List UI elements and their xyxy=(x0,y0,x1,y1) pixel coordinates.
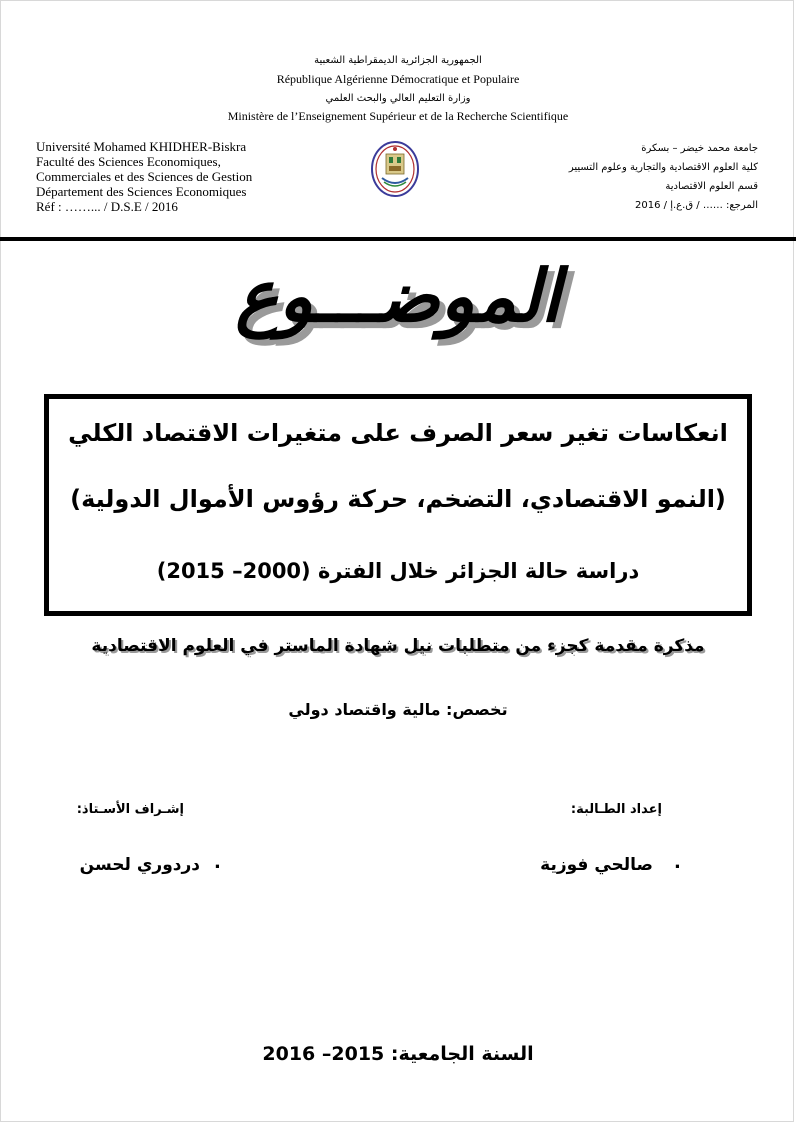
supervisor-label: إشـراف الأسـتاذ: xyxy=(76,802,184,817)
university-logo-icon xyxy=(370,140,420,198)
academic-year: السنة الجامعية: 2015– 2016 xyxy=(262,1043,534,1065)
supervisor-name: دردوري لحسن xyxy=(79,855,200,875)
department-fr: Département des Sciences Economiques xyxy=(36,184,247,199)
department-ar: قسم العلوم الاقتصادية xyxy=(665,181,758,192)
university-fr: Université Mohamed KHIDHER-Biskra xyxy=(36,139,247,154)
header-divider xyxy=(0,237,796,241)
header-ar-republic: الجمهورية الجزائرية الديمقراطية الشعبية xyxy=(314,55,482,66)
submission-statement: مذكرة مقدمة كجزء من متطلبات نيل شهادة الماستر في العلوم الاقتصادية xyxy=(91,636,705,656)
main-title: الموضـــوع xyxy=(235,254,561,338)
institution-ar-block xyxy=(569,139,758,215)
supervisor-bullet: . xyxy=(214,852,221,873)
thesis-title-box xyxy=(44,394,752,616)
header-fr-republic: République Algérienne Démocratique et Populaire xyxy=(276,72,520,86)
university-ar: جامعة محمد خيضر – بسكرة xyxy=(641,143,758,154)
specialty: تخصص: مالية واقتصاد دولي xyxy=(288,700,508,719)
institution-fr-block xyxy=(36,139,252,214)
faculty-ar: كلية العلوم الاقتصادية والتجارية وعلوم التسيير xyxy=(568,162,758,173)
student-label: إعداد الطـالبة: xyxy=(570,802,662,817)
faculty-fr-line2: Commerciales et des Sciences de Gestion xyxy=(36,169,253,184)
student-bullet: . xyxy=(674,852,681,873)
case-study-line: دراسة حالة الجزائر خلال الفترة (2000– 2015) xyxy=(156,559,640,583)
header-fr-ministry: Ministère de l’Enseignement Supérieur et de la Recherche Scientifique xyxy=(227,109,569,123)
faculty-fr-line1: Faculté des Sciences Economiques, xyxy=(36,154,221,169)
header-ar-ministry: وزارة التعليم العالي والبحث العلمي xyxy=(325,93,471,104)
reference-fr: Réf : ……... / D.S.E / 2016 xyxy=(36,199,178,214)
reference-ar: المرجع: …… / ق.ع.إ / 2016 xyxy=(635,200,758,211)
thesis-title-line1: انعكاسات تغير سعر الصرف على متغيرات الاقتصاد الكلي xyxy=(68,419,728,447)
thesis-title-line2: (النمو الاقتصادي، التضخم، حركة رؤوس الأموال الدولية) xyxy=(70,485,726,513)
student-name: صالحي فوزية xyxy=(540,855,653,875)
